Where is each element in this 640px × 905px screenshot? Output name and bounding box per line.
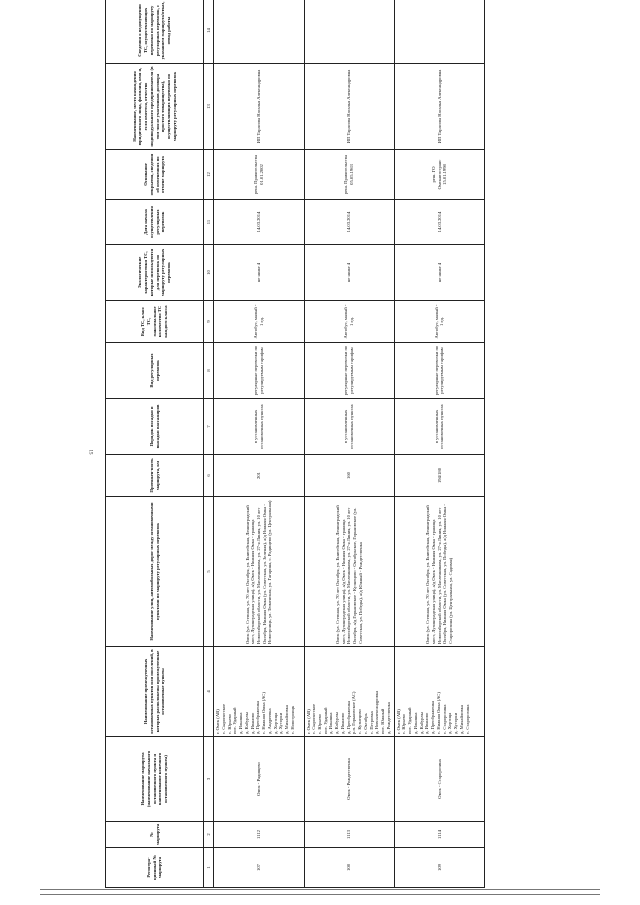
stop-item: д. Михайловка: [284, 705, 290, 734]
header-notes: Сведения о недопущении ТС, осуществляющих перевозки по маршруту регулярных перевозок, с указанием маршрута/отказ, отвод работы: [106, 0, 204, 64]
stop-item: с. Юрьево: [316, 714, 322, 734]
stop-item: д. Преображенка: [345, 700, 351, 734]
stop-item: д. Кабурлы: [334, 712, 340, 734]
header-basis: Основание открытия, сведения об изменениях по отмене маршрута: [106, 150, 204, 200]
vehicle-cell: Автобус, малый - 1 ед.: [394, 301, 484, 343]
stop-item: с. Кузнецово: [357, 709, 363, 734]
route-name-cell: Омск - Старорозина: [394, 737, 484, 822]
col-num: 6: [204, 455, 214, 497]
stop-item: д. Иваново: [249, 712, 255, 734]
notes-cell: [394, 0, 484, 64]
stops-cell: [394, 647, 484, 737]
route-registry-table: [105, 0, 485, 888]
stop-item: д. Рождественка: [385, 702, 391, 734]
stop-item: пос. Ударный: [407, 707, 413, 734]
stop-item: д. Ильинка: [328, 712, 334, 734]
stop-item: д. Андреевка: [266, 708, 272, 734]
basis-cell: реш. Правительства 05.05.1963: [304, 150, 394, 200]
stop-item: с. Петровка: [368, 711, 374, 734]
notes-cell: [304, 0, 394, 64]
stop-item: с. Сыропятское: [311, 703, 317, 734]
route-no-cell: 1112: [214, 822, 304, 848]
stop-item: с. Юрьево: [226, 714, 232, 734]
stop-item: г. Омск (АВ): [215, 709, 221, 734]
route-no-cell: 1113: [304, 822, 394, 848]
stop-item: д. Ильинка: [238, 712, 244, 734]
header-vehicle: Вид ТС, класс ТС, максимальное количество ТС каждого класса: [106, 301, 204, 343]
stop-item: д. Ильинка: [412, 712, 418, 734]
stop-item: с. Нижняя Омка (АС): [261, 692, 267, 734]
start-date-cell: 14.03.2014: [304, 200, 394, 245]
col-num: 13: [204, 64, 214, 150]
stop-item: д. Иваново: [424, 712, 430, 734]
start-date-cell: 14.03.2014: [214, 200, 304, 245]
kind-cell: регулярные перевозки по регулируемым тарифам: [304, 343, 394, 399]
stop-item: д. Хуторки: [278, 712, 284, 734]
reg-no-cell: 107: [214, 848, 304, 888]
stop-item: с. Октябрь: [362, 713, 368, 734]
basis-cell: реш. Правительства 01.01.2002: [214, 150, 304, 200]
stop-item: д. Михайловка: [458, 705, 464, 734]
stop-item: пос. Южный: [380, 708, 386, 734]
stop-item: г. Омск (АВ): [395, 709, 401, 734]
stop-item: д. Хортица: [447, 712, 453, 734]
stop-item: с. Новотроицк: [289, 705, 295, 734]
stop-item: д. Хортица: [272, 712, 278, 734]
header-stops: Наименование промежуточных остановочных пунктов или поселений, в которых расположены промежуточные остановочные пункты: [106, 647, 204, 737]
header-route-no: № маршрута: [106, 822, 204, 848]
boarding-cell: в установленных остановочных пунктах: [304, 399, 394, 455]
stops-cell: [304, 647, 394, 737]
header-length: Протяжен-ность маршрута, км: [106, 455, 204, 497]
col-num: 8: [204, 343, 214, 399]
stop-item: пос. Ударный: [232, 707, 238, 734]
route-name-cell: Омск - Рождественка: [304, 737, 394, 822]
length-cell: 160: [304, 455, 394, 497]
route-registry-sheet: [105, 1, 485, 888]
boarding-cell: в установленных остановочных пунктах: [394, 399, 484, 455]
page-number: 15: [87, 449, 93, 455]
streets-cell: Омск (ул. Степная, ул. 70 лет Октября, ул. Енисейская, Ленинградский мост, Лузинградская улица), а/д Омск - Нижняя Омка - граница Новосибирской области, ул. Масленникова, ул. 27-я Линия, ул. 10 лет Октября, Нижняя Омка (ул. Советская, ул. Зеленая), а/д Нижняя Омка - Новотроицк, ул. Тюменская, ул. Гагарина, с. Радищево (ул. Центральная): [214, 497, 304, 647]
header-row: [106, 0, 204, 888]
table-row: [214, 0, 304, 888]
basis-cell: реш. ГО Омскавтотранс 15.01.1998: [394, 150, 484, 200]
stop-item: с. Старорозина: [464, 704, 470, 734]
stop-item: пос. Ударный: [322, 707, 328, 734]
route-no-cell: 1114: [394, 822, 484, 848]
length-cell: 194/180: [394, 455, 484, 497]
col-num: 11: [204, 200, 214, 245]
header-start-date: Дата начала осуществления регулярных перевозок: [106, 200, 204, 245]
col-num: 7: [204, 399, 214, 455]
footer-rule-lower: [40, 894, 600, 895]
streets-cell: Омск (ул. Степная, ул. 70 лет Октября, ул. Енисейская, Ленинградский мост, Лузинградская улица), а/д Омск - Нижняя Омка - граница Новосибирской области, ул. Масленникова, ул. 27-я Линия, ул. 10 лет Октября, Нижняя Омка (ул. Советская, ул. Победы), а/д Нижняя Омка - Старорозина (ул. Центральная, ул. Садовая): [394, 497, 484, 647]
header-reg-no: Регистра-ционный № маршрута: [106, 848, 204, 888]
col-num: 10: [204, 245, 214, 301]
footer-rule: [40, 889, 600, 890]
stops-cell: [214, 647, 304, 737]
carrier-cell: ИП Тарасова Наталья Александровна: [304, 64, 394, 150]
col-num: 14: [204, 0, 214, 64]
col-num: 1: [204, 848, 214, 888]
col-num: 3: [204, 737, 214, 822]
route-name-cell: Омск - Радищево: [214, 737, 304, 822]
header-boarding: Порядок посадки и высадки пассажиров: [106, 399, 204, 455]
vehicle-cell: Автобус, малый - 1 ед.: [214, 301, 304, 343]
table-row: [304, 0, 394, 888]
col-num: 2: [204, 822, 214, 848]
streets-cell: Омск (ул. Степная, ул. 70 лет Октября, ул. Енисейская, Ленинградский мост, Лузинградская улица), а/д Омск - Нижняя Омка - граница Новосибирской области, ул. Масленникова, ул. 27-я Линия, ул. 10 лет Октября, а/д Горьковское - Кузнецово - Октябрьское, Горьковское (ул. Советская, ул. Победы), а/д Южный - Рождественка: [304, 497, 394, 647]
start-date-cell: 14.03.2014: [394, 200, 484, 245]
stop-item: д. Новоалександровка: [374, 690, 380, 734]
stop-item: р.п. Горьковское (АС): [351, 691, 357, 734]
length-cell: 201: [214, 455, 304, 497]
reg-no-cell: 108: [304, 848, 394, 888]
boarding-cell: в установленных остановочных пунктах: [214, 399, 304, 455]
table-row: [394, 0, 484, 888]
stop-item: с. Старорозина: [441, 704, 447, 734]
col-num: 12: [204, 150, 214, 200]
kind-cell: регулярные перевозки по регулируемым тарифам: [394, 343, 484, 399]
eco-cell: не ниже 4: [304, 245, 394, 301]
carrier-cell: ИП Тарасова Наталья Александровна: [214, 64, 304, 150]
vehicle-cell: Автобус, малый - 1 ед.: [304, 301, 394, 343]
stop-item: д. Кабурлы: [243, 712, 249, 734]
col-num: 9: [204, 301, 214, 343]
stop-item: д. Преображенка: [430, 700, 436, 734]
col-num: 5: [204, 497, 214, 647]
header-carrier: Наименование, место нахождения юридического лица, фамилия, имя и, если имеется, отчество индивидуального предпринимателя (в том числе участников договора простого товарищества), осуществляющих перевозки по маршруту регулярных перевозок: [106, 64, 204, 150]
eco-cell: не ниже 4: [394, 245, 484, 301]
reg-no-cell: 109: [394, 848, 484, 888]
stop-item: с. Нижняя Омка (АС): [435, 692, 441, 734]
kind-cell: регулярные перевозки по регулируемым тарифам: [214, 343, 304, 399]
header-route-name: Наименование маршрута (наименование начального остановочного пункта и наименование конечного остановочного пункта): [106, 737, 204, 822]
stop-item: д. Иваново: [339, 712, 345, 734]
stop-item: д. Хуторки: [453, 712, 459, 734]
header-kind: Вид регулярных перевозок: [106, 343, 204, 399]
header-streets: Наименование улиц, автомобильных дорог между остановочными пунктами по маршруту регулярных перевозок: [106, 497, 204, 647]
stop-item: с. Сыропятское: [221, 703, 226, 734]
header-eco: Экологические характеристики ТС, которые используются для перевозок по маршруту регулярных перевозок: [106, 245, 204, 301]
carrier-cell: ИП Тарасова Наталья Александровна: [394, 64, 484, 150]
col-num: 4: [204, 647, 214, 737]
stop-item: г. Омск (АВ): [305, 709, 311, 734]
stop-item: д. Кабурлы: [418, 712, 424, 734]
stop-item: д. Преображенка: [255, 700, 261, 734]
eco-cell: не ниже 4: [214, 245, 304, 301]
stop-item: с. Юрьево: [401, 714, 407, 734]
notes-cell: [214, 0, 304, 64]
column-number-row: [204, 0, 214, 888]
